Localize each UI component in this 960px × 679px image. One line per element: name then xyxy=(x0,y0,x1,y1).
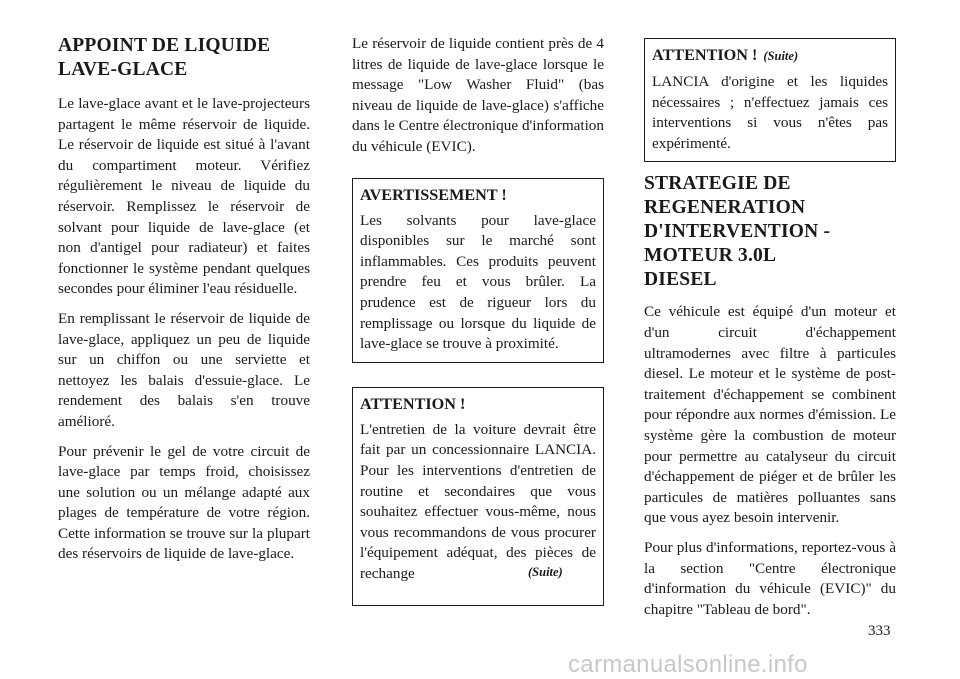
section-heading-regeneration: STRATEGIE DE REGENERATION D'INTERVENTION - MOTEUR 3.0L DIESEL xyxy=(644,173,831,291)
watermark-text: carmanualsonline.info xyxy=(568,651,808,678)
warning-title: AVERTISSEMENT ! xyxy=(360,185,507,204)
paragraph: En remplissant le réservoir de liquide de lave-glace, appliquez un peu de liquide sur un chiffon ou une serviette et nettoyez les balais d'essuie-glace. Le rendement des balais s'en trouve amélioré. xyxy=(58,309,310,430)
column-1 xyxy=(58,34,310,574)
paragraph: Pour plus d'informations, reportez-vous à la section "Centre électronique d'information du véhicule (EVIC)" du chapitre "Tableau de bord". xyxy=(644,538,896,618)
continued-label: (Suite) xyxy=(528,565,563,579)
column-2 xyxy=(352,34,604,606)
column-3 xyxy=(644,34,896,629)
caution-text: L'entretien de la voiture devrait être fait par un concessionnaire LANCIA. Pour les interventions d'entretien de routine et secondaires que vous souhaitez effectuer vous-même, nous vous recommandons de vous procurer l'équipement adéquat, des pièces de rechange xyxy=(360,420,596,582)
caution-title: ATTENTION ! xyxy=(360,394,466,413)
warning-box xyxy=(352,178,604,363)
caution-continued-text: LANCIA d'origine et les liquides nécessaires ; n'effectuez jamais ces interventions si vous n'êtes pas expérimenté. xyxy=(652,73,888,152)
caution-continued-label: (Suite) xyxy=(763,49,799,63)
caution-continued-header xyxy=(652,45,888,66)
paragraph: Le réservoir de liquide contient près de 4 litres de liquide de lave-glace lorsque le message "Low Washer Fluid" (bas niveau de liquide de lave-glace) s'affiche dans le Centre électronique d'information du véhicule (EVIC). xyxy=(352,35,604,155)
caution-continued-box xyxy=(644,38,896,162)
caution-box xyxy=(352,387,604,607)
paragraph: Le lave-glace avant et le lave-projecteurs partagent le même réservoir de liquide. Le réservoir de liquide est situé à l'avant du compartiment moteur. Vérifiez régulièrement le niveau de liquide du réservoir. Remplissez le réservoir de solvant pour liquide de lave-glace (et non d'antigel pour radiateur) et faites fonctionner le système pendant quelques secondes pour éliminer l'eau résiduelle. xyxy=(58,95,310,298)
paragraph: Ce véhicule est équipé d'un moteur et d'un circuit d'échappement ultramodernes avec filtre à particules diesel. Le moteur et le système de post-traitement d'échappement se combinent pour répondre aux normes d'émission. Le système gère la combustion de moteur pour permettre au catalyseur du circuit d'échappement de piéger et de brûler les particules de matières polluantes sans que vous ayez besoin intervenir. xyxy=(644,303,896,527)
warning-text: Les solvants pour lave-glace disponibles sur le marché sont inflammables. Ces produits peuvent prendre feu et vous brûler. La prudence est de rigueur lors du remplissage ou lorsque du liquide de lave-glace se trouve à proximité. xyxy=(360,211,596,353)
page-number: 333 xyxy=(868,623,891,639)
caution-continued-title: ATTENTION ! xyxy=(652,46,758,64)
section-heading-washer-fluid: APPOINT DE LIQUIDE LAVE-GLACE xyxy=(58,35,271,80)
paragraph: Pour prévenir le gel de votre circuit de lave-glace par temps froid, choisissez une solution ou un mélange adapté aux plages de température de votre région. Cette information se trouve sur la plupart des réservoirs de liquide de lave-glace. xyxy=(58,442,310,563)
